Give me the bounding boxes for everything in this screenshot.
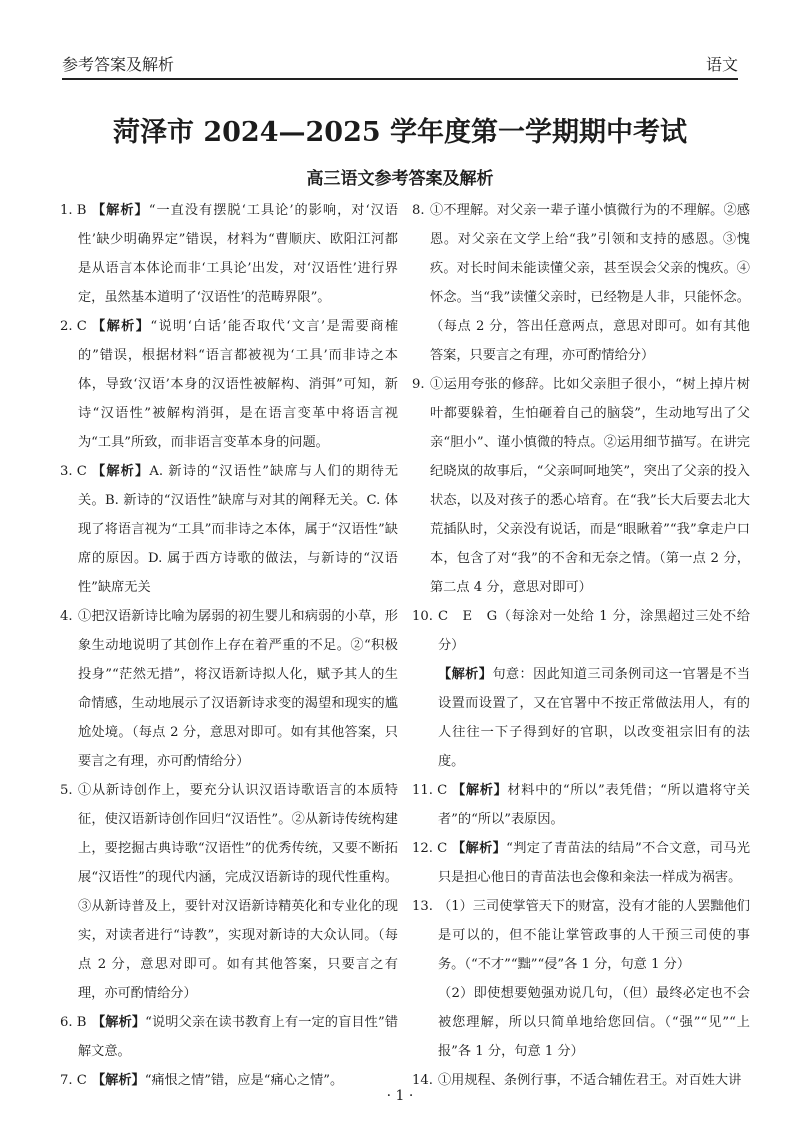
analysis-tag: 【解析】 [92, 464, 150, 479]
item-text: 句意：因此知道三司条例司这一官署是不当设置而设置了，又在官署中不按正常做法用人，有的人往往一下子得到好的官职，以改变祖宗旧有的法度。 [438, 667, 751, 769]
item-number: 10. [412, 609, 433, 624]
header-subject-label: 语文 [705, 55, 738, 74]
item-text: ①把汉语新诗比喻为孱弱的初生婴儿和病弱的小草，形象生动地说明了其创作上存在着严重的不足。②“积极投身”“茫然无措”，将汉语新诗拟人化，赋予其人的生命情感，生动地展示了汉语新诗求变的渴望和现实的尴尬处境。（每点 2 分，意思对即可。如有其他答案，只要言之有理，亦可酌情给分） [78, 609, 398, 769]
answer-item-8 [412, 196, 750, 370]
item-number: 4. [60, 609, 73, 624]
item-number: 8. [412, 203, 425, 218]
item-number: 3. C [60, 464, 87, 479]
item-text: 材料中的“所以”表凭借；“所以遣将守关者”的“所以”表原因。 [438, 783, 750, 827]
page-title: 菏泽市 2024—2025 学年度第一学期期中考试 [112, 117, 688, 148]
item-text: “一直没有摆脱‘工具论’的影响，对‘汉语性’缺少明确界定”错误，材料为“曹顺庆、欧阳江河都是从语言本体论而非‘工具论’出发，对‘汉语性’进行界定，虽然基本道明了‘汉语性’的范畴界限”。 [78, 203, 399, 305]
header-section-label: 参考答案及解析 [62, 55, 175, 74]
item-text: ①用规程、条例行事，不适合辅佐君王。对百姓大讲 [438, 1073, 742, 1088]
item-number: 14. [412, 1073, 433, 1088]
answer-item-4 [60, 602, 398, 776]
analysis-tag: 【解析】 [92, 1015, 146, 1030]
item-number: 6. B [60, 1015, 87, 1030]
item-number: 11. C [412, 783, 448, 798]
right-column [412, 196, 750, 1095]
analysis-tag: 【解析】 [92, 203, 149, 218]
item-number: 12. C [412, 841, 448, 856]
page-number: · 1 · [386, 1088, 414, 1104]
item-part-1: （1）三司使掌管天下的财富，没有才能的人罢黜他们是可以的，但不能让掌管政事的人干预三司使的事务。（“不才”“黜”“侵”各 1 分，句意 1 分） [438, 899, 750, 972]
answer-item-5 [60, 776, 398, 1008]
item-number: 7. C [60, 1073, 87, 1088]
item-number: 13. [412, 899, 433, 914]
item-answer: C E G（每涂对一处给 1 分，涂黑超过三处不给分） [438, 609, 750, 653]
item-text: “说明‘白话’能否取代‘文言’是需要商榷的”错误，根据材料“语言都被视为‘工具’而非诗之本体，导致‘汉语’本身的汉语性被解构、消弭”可知，新诗“汉语性”被解构消弭，是在语言变革中将语言视为“工具”所致，而非语言变革本身的问题。 [78, 319, 399, 450]
page-header [62, 44, 738, 80]
analysis-tag: 【解析】 [438, 667, 493, 682]
answer-item-2 [60, 312, 398, 457]
analysis-tag: 【解析】 [92, 1073, 145, 1088]
item-number: 9. [412, 377, 425, 392]
analysis-tag: 【解析】 [452, 783, 508, 798]
item-number: 5. [60, 783, 73, 798]
item-number: 1. B [60, 203, 87, 218]
item-text: ①运用夸张的修辞。比如父亲胆子很小，“树上掉片树叶都要躲着，生怕砸着自己的脑袋”，生动地写出了父亲“胆小”、谨小慎微的特点。②运用细节描写。在讲完纪晓岚的故事后，“父亲呵呵地笑”，突出了父亲的投入状态，以及对孩子的悉心培育。在“我”长大后要去北大荒插队时，父亲没有说话，而是“眼瞅着”“我”拿走户口本，包含了对“我”的不舍和无奈之情。（第一点 2 分，第二点 4 分，意思对即可） [430, 377, 750, 595]
analysis-tag: 【解析】 [452, 841, 507, 856]
item-part-2: （2）即使想要勉强劝说几句，（但）最终必定也不会被您理解，所以只简单地给您回信。（“强”“见”“上报”各 1 分，句意 1 分） [438, 986, 750, 1059]
item-number: 2. C [60, 319, 87, 334]
item-text: “判定了青苗法的结局”不合文意，司马光只是担心他日的青苗法也会像和籴法一样成为祸害。 [438, 841, 751, 885]
answer-item-11 [412, 776, 750, 834]
answer-item-1 [60, 196, 398, 312]
left-column [60, 196, 398, 1095]
answer-item-12 [412, 834, 750, 892]
answer-item-13 [412, 892, 750, 1066]
answer-item-9 [412, 370, 750, 602]
answer-item-10 [412, 602, 750, 776]
page-subtitle: 高三语文参考答案及解析 [306, 169, 494, 189]
item-text: ①不理解。对父亲一辈子谨小慎微行为的不理解。②感恩。对父亲在文学上给“我”引领和支持的感恩。③愧疚。对长时间未能读懂父亲，甚至误会父亲的愧疚。④怀念。当“我”读懂父亲时，已经物是人非，只能怀念。（每点 2 分，答出任意两点，意思对即可。如有其他答案，只要言之有理，亦可酌情给分） [430, 203, 750, 363]
item-text: A. 新诗的“汉语性”缺席与人们的期待无关。B. 新诗的“汉语性”缺席与对其的阐释无关。C. 体现了将语言视为“工具”而非诗之本体，属于“汉语性”缺席的原因。D. 属于西方诗歌的做法，与新诗的“汉语性”缺席无关 [78, 464, 399, 595]
answer-item-3 [60, 457, 398, 602]
item-text: “说明父亲在读书教育上有一定的盲目性”错解文意。 [78, 1015, 399, 1059]
item-text: ①从新诗创作上，要充分认识汉语诗歌语言的本质特征，使汉语新诗创作回归“汉语性”。②从新诗传统构建上，要挖掘古典诗歌“汉语性”的优秀传统，又要不断拓展“汉语性”的现代内涵，完成汉语新诗的现代性重构。③从新诗普及上，要针对汉语新诗精英化和专业化的现实，对读者进行“诗教”，实现对新诗的大众认同。（每点 2 分，意思对即可。如有其他答案，只要言之有理，亦可酌情给分） [78, 783, 398, 1001]
item-text: “痛恨之情”错，应是“痛心之情”。 [144, 1073, 344, 1088]
analysis-tag: 【解析】 [92, 319, 151, 334]
answer-item-6 [60, 1008, 398, 1066]
